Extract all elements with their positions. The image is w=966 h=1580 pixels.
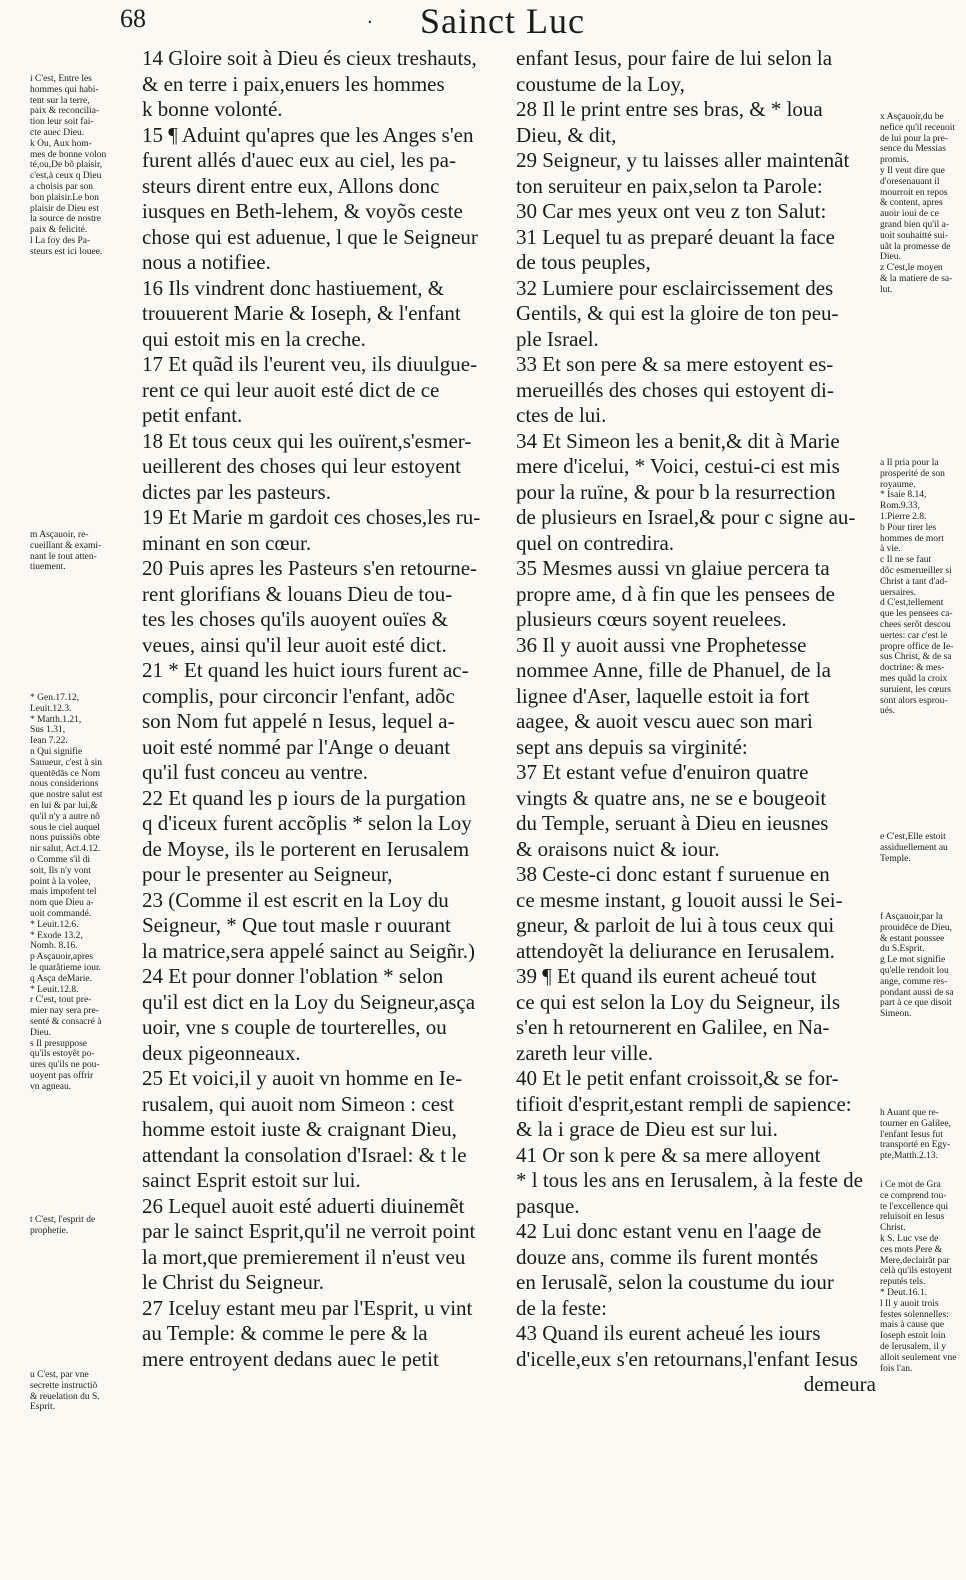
text-line: 42 Lui donc estant venu en l'aage de	[516, 1219, 822, 1243]
text-line: pasque.	[516, 1193, 580, 1218]
text-line: ce qui est selon la Loy du Seigneur, ils	[516, 989, 841, 1014]
text-line: rent glorifians & louans Dieu de tou-	[142, 581, 453, 606]
margin-note: u C'est, par vne secrette instructiõ & reuelation du S. Esprit.	[30, 1370, 100, 1413]
text-line: de plusieurs en Israel,& pour c signe au-	[516, 505, 856, 529]
text-line: k bonne volonté.	[142, 97, 283, 121]
text-line: douze ans, comme ils furent montés	[516, 1244, 819, 1269]
page-number: 68	[120, 4, 146, 33]
text-line: trouuerent Marie & Ioseph, & l'enfant	[142, 301, 461, 325]
text-line: 37 Et estant vefue d'enuiron quatre	[516, 760, 809, 784]
text-line: pour la ruïne, & pour b la resurrection	[516, 479, 836, 504]
text-line: complis, pour circoncir l'enfant, adõc	[142, 683, 455, 708]
text-line: 24 Et pour donner l'oblation * selon	[142, 964, 444, 988]
text-line: ple Israel.	[516, 326, 599, 351]
text-line: rusalem, qui auoit nom Simeon : cest	[142, 1091, 455, 1116]
text-line: veues, ainsi qu'il leur auoit esté dict.	[142, 632, 447, 657]
text-line: la mort,que premierement il n'eust veu	[142, 1244, 466, 1269]
text-line: uoir, vne s couple de tourterelles, ou	[142, 1015, 447, 1039]
text-line: ton seruiteur en paix,selon ta Parole:	[516, 173, 823, 198]
text-line: nous a notifiee.	[142, 250, 271, 274]
text-line: Gentils, & qui est la gloire de ton peu-	[516, 301, 839, 325]
text-line: qu'il fust conceu au ventre.	[142, 760, 368, 784]
text-line: par le sainct Esprit,qu'il ne verroit point	[142, 1219, 476, 1243]
text-line: mere entroyent dedans auec le petit	[142, 1346, 439, 1371]
text-line: de Moyse, ils le porterent en Ierusalem	[142, 836, 470, 861]
text-line: 30 Car mes yeux ont veu z ton Salut:	[516, 199, 827, 223]
text-line: vingts & quatre ans, ne se e bougeoit	[516, 785, 827, 810]
text-line: la matrice,sera appelé sainct au Seigñr.)	[142, 938, 475, 963]
text-line: sept ans depuis sa virginité:	[516, 734, 748, 759]
text-line: 29 Seigneur, y tu laisses aller maintenãt	[516, 148, 850, 172]
text-line: gneur, & parloit de lui à tous ceux qui	[516, 913, 835, 937]
text-line: uoit esté nommé par l'Ange o deuant	[142, 734, 451, 759]
text-line: ce mesme instant, g louoit aussi le Sei-	[516, 887, 843, 912]
margin-note: x Asçauoir,du be nefice qu'il receuoit de lui pour la pre- sence du Messias promis. y Il veut dire que d'oresenauant il mourroit en repos & content, apres auoir ioui de ce grand bien qu'il a- uoit souhaitté sui- uãt la promesse de Dieu. z C'est,le moyen & la matiere de sa- lut.	[880, 112, 956, 295]
text-line: attendant la consolation d'Israel: & t le	[142, 1142, 467, 1167]
text-line: 38 Ceste-ci donc estant f suruenue en	[516, 862, 830, 886]
text-line: pour le presenter au Seigneur,	[142, 862, 393, 886]
text-line: demeura	[803, 1372, 876, 1396]
margin-note: e C'est,Elle estoit assiduellement au Temple.	[880, 832, 948, 864]
text-line: merueillés des choses qui estoyent di-	[516, 377, 834, 402]
text-line: 40 Et le petit enfant croissoit,& se for-	[516, 1066, 839, 1090]
text-line: chose qui est aduenue, l que le Seigneur	[142, 224, 478, 249]
right-text-column	[516, 46, 876, 1398]
text-line: 41 Or son k pere & sa mere alloyent	[516, 1142, 821, 1167]
text-line: s'en h retournerent en Galilee, en Na-	[516, 1015, 830, 1039]
text-line: furent allés d'auec eux au ciel, les pa-	[142, 148, 456, 172]
text-line: mere d'icelui, * Voici, cestui-ci est mis	[516, 454, 840, 478]
text-line: coustume de la Loy,	[516, 71, 685, 96]
text-line: steurs dirent entre eux, Allons donc	[142, 173, 440, 198]
text-line: * l tous les ans en Ierusalem, à la feste de	[516, 1168, 863, 1192]
text-line: iusques en Beth-lehem, & voyõs ceste	[142, 199, 463, 223]
text-line: tifioit d'esprit,estant rempli de sapience:	[516, 1091, 852, 1116]
text-line: sainct Esprit estoit sur lui.	[142, 1168, 361, 1192]
text-line: son Nom fut appelé n Iesus, lequel a-	[142, 709, 455, 733]
text-line: q d'iceux furent accõplis * selon la Loy	[142, 811, 472, 835]
running-head: Sainct Luc	[420, 1, 585, 41]
text-line: 23 (Comme il est escrit en la Loy du	[142, 887, 449, 912]
text-line: 18 Et tous ceux qui les ouïrent,s'esmer-	[142, 428, 472, 453]
text-line: ueillerent des choses qui leur estoyent	[142, 454, 461, 478]
text-line: lignee d'Aser, laquelle estoit ia fort	[516, 683, 810, 708]
text-line: & oraisons nuict & iour.	[516, 836, 720, 861]
header-dot: ·	[367, 12, 373, 33]
text-line: 34 Et Simeon les a benit,& dit à Marie	[516, 428, 840, 453]
text-line: tes les choses qu'ils auoyent ouïes &	[142, 607, 448, 631]
text-line: zareth leur ville.	[516, 1040, 654, 1065]
text-line: d'icelle,eux s'en retournans,l'enfant Iesus	[516, 1346, 858, 1371]
text-line: Dieu, & dit,	[516, 122, 617, 147]
text-line: 33 Et son pere & sa mere estoyent es-	[516, 352, 834, 376]
text-line: attendoyẽt la deliurance en Ierusalem.	[516, 938, 835, 963]
text-line: ctes de lui.	[516, 403, 607, 427]
text-line: 20 Puis apres les Pasteurs s'en retourne-	[142, 556, 478, 580]
text-line: 16 Ils vindrent donc hastiuement, &	[142, 275, 445, 300]
text-line: en Ierusalẽ, selon la coustume du iour	[516, 1270, 834, 1294]
margin-note: a Il pria pour la prosperité de son royaume. * Isaie 8.14, Rom.9.33, 1.Pierre 2.8. b Pour tirer les hommes de mort à vie. c Il ne se faut dõc esmerueiller si Christ a tant d'ad- uersaires. d C'est,tellement que les pensees ca- chees serõt descou uertes: car c'est le propre office de Ie- sus Christ, & de sa doctrine: & mes- mes quãd la croix suruient, les cœurs sont alors esprou- ués.	[880, 458, 954, 717]
text-line: 36 Il y auoit aussi vne Prophetesse	[516, 632, 807, 657]
margin-note: h Auant que re- tourner en Galilee, l'enfant Iesus fut transporté en Egy- pte,Matth.2.13.	[880, 1108, 951, 1162]
text-line: 27 Iceluy estant meu par l'Esprit, u vint	[142, 1295, 473, 1320]
text-line: 17 Et quãd ils l'eurent veu, ils diuulgue-	[142, 352, 478, 376]
text-line: 26 Lequel auoit esté aduerti diuinemẽt	[142, 1193, 465, 1218]
text-line: rent ce qui leur auoit esté dict de ce	[142, 377, 440, 402]
text-line: qui estoit mis en la creche.	[142, 326, 366, 351]
text-line: & la i grace de Dieu est sur lui.	[516, 1117, 778, 1141]
text-line: dictes par les pasteurs.	[142, 479, 331, 504]
text-line: & en terre i paix,enuers les hommes	[142, 71, 445, 96]
text-line: 43 Quand ils eurent acheué les iours	[516, 1321, 821, 1345]
text-line: deux pigeonneaux.	[142, 1040, 301, 1065]
text-line: homme estoit iuste & craignant Dieu,	[142, 1117, 457, 1141]
text-line: aagee, & auoit vescu auec son mari	[516, 709, 813, 733]
text-line: du Temple, seruant à Dieu en ieusnes	[516, 811, 829, 835]
text-line: 31 Lequel tu as preparé deuant la face	[516, 224, 835, 249]
text-line: 15 ¶ Aduint qu'apres que les Anges s'en	[142, 122, 474, 147]
margin-note: * Gen.17.12, Leuit.12.3. * Matth.1.21, Sus 1.31, Iean 7.22. n Qui signifie Sauueur, c'est à sin quentēdās ce Nom nous considerions que nostre salut est en lui & par lui,& qu'il n'y a autre nõ sous le ciel auquel nous puissiõs obte nir salut, Act.4.12. o Comme s'il di soit, Ils n'y vont point à la volee, mais impofent tel nom que Dieu a- uoit commandé. * Leuit.12.6. * Exode 13.2, Nomb. 8.16. p Asçauoir,apres le quarãtieme iour. q Asça deMarie. * Leuit.12.8. r C'est, tout pre- mier nay sera pre- senté & consacré à Dieu. s Il presuppose qu'ils estoyẽt po- ures qu'ils ne pou- uoyent pas offrir vn agneau.	[30, 693, 103, 1092]
text-line: 19 Et Marie m gardoit ces choses,les ru-	[142, 505, 481, 529]
text-line: Seigneur, * Que tout masle r ouurant	[142, 913, 451, 937]
text-line: petit enfant.	[142, 403, 243, 427]
text-line: nommee Anne, fille de Phanuel, de la	[516, 658, 831, 682]
text-line: propre ame, d à fin que les pensees de	[516, 581, 835, 606]
text-line: 39 ¶ Et quand ils eurent acheué tout	[516, 964, 817, 988]
text-line: quel on contredira.	[516, 530, 675, 555]
margin-note: i Ce mot de Gra ce comprend tou- te l'excellence qui reluisoit en Iesus Christ. k S. Luc vse de ces mots Pere & Mere,declairãt par celà qu'ils estoyent reputés tels. * Deut.16.1. l Il y auoit trois festes solennelles: mais à cause que Ioseph estoit loin de Ierusalem, il y alloit seulement vne fois l'an.	[880, 1180, 957, 1374]
text-line: 32 Lumiere pour esclaircissement des	[516, 275, 834, 300]
text-line: 22 Et quand les p iours de la purgation	[142, 785, 466, 810]
margin-note: m Asçauoir, re- cueillant & exami- nant le tout atten- tiuement.	[30, 530, 102, 573]
text-line: 25 Et voici,il y auoit vn homme en Ie-	[142, 1066, 463, 1090]
text-line: de la feste:	[516, 1295, 607, 1320]
margin-note: t C'est, l'esprit de prophetie.	[30, 1215, 96, 1236]
text-line: de tous peuples,	[516, 250, 651, 274]
text-line: qu'il est dict en la Loy du Seigneur,asça	[142, 989, 476, 1014]
text-line: enfant Iesus, pour faire de lui selon la	[516, 46, 833, 70]
margin-note: f Asçauoir,par la prouidēce de Dieu, & estant poussee du S.Esprit. g Le mot signifie qu'elle rendoit lou ange, comme res- pondant aussi de sa part à ce que disoit Simeon.	[880, 912, 954, 1020]
margin-note: i C'est, Entre les hommes qui habi- tent sur la terre, paix & reconcilia- tion leur soit fai- cte auec Dieu. k Ou, Aux hom- mes de bonne volon té,ou,De bõ plaisir, c'est,à ceux q Dieu a choisis par son bon plaisir.Le bon plaisir de Dieu est la source de nostre paix & felicité. l La foy des Pa- steurs est ici louee.	[30, 74, 107, 257]
left-text-column	[142, 46, 507, 1372]
text-line: minant en son cœur.	[142, 530, 312, 555]
text-line: 28 Il le print entre ses bras, & * loua	[516, 97, 823, 121]
text-line: 35 Mesmes aussi vn glaiue percera ta	[516, 556, 830, 580]
text-line: plusieurs cœurs soyent reuelees.	[516, 607, 787, 631]
text-line: le Christ du Seigneur.	[142, 1270, 324, 1294]
text-line: 21 * Et quand les huict iours furent ac-	[142, 658, 469, 682]
text-line: 14 Gloire soit à Dieu és cieux treshauts,	[142, 46, 477, 70]
text-line: au Temple: & comme le pere & la	[142, 1321, 428, 1345]
